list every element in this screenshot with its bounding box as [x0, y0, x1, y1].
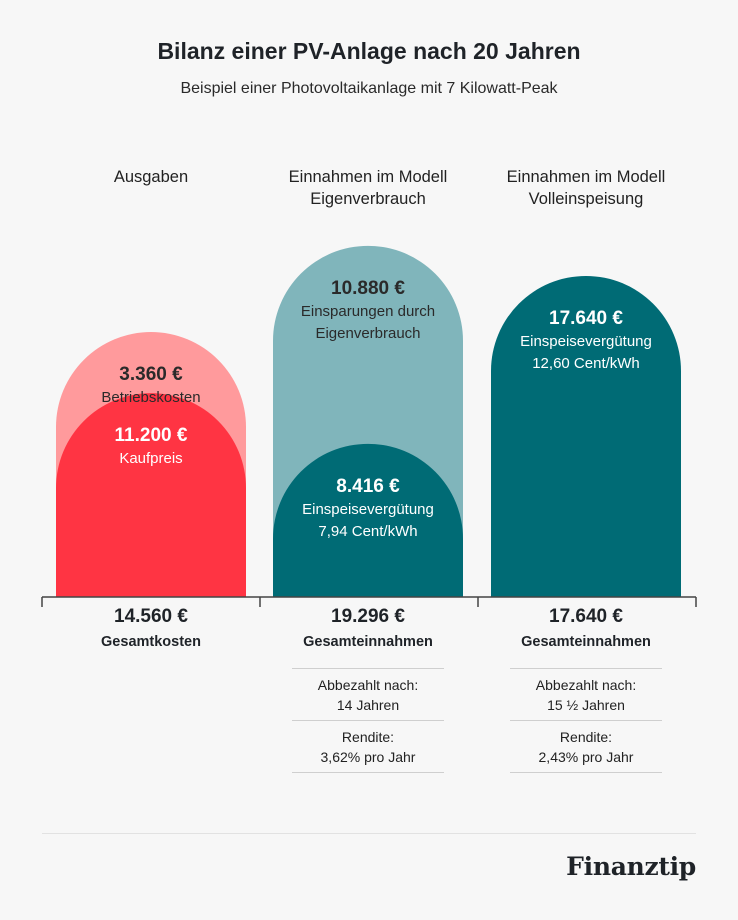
column-heading-eigenverbrauch: Einnahmen im Modell Eigenverbrauch	[288, 168, 448, 208]
finanztip-logo: Finanztip	[566, 852, 696, 881]
column-heading-volleinspeisung: Einnahmen im Modell Volleinspeisung	[506, 168, 666, 208]
footer-divider	[42, 833, 696, 834]
stat-return: Rendite: 3,62% pro Jahr	[292, 720, 444, 773]
data-label: 11.200 €	[114, 425, 188, 447]
stat-payback: Abbezahlt nach: 14 Jahren	[292, 668, 444, 720]
segment-label: 12,60 Cent/kWh	[532, 354, 640, 372]
stat-return: Rendite: 2,43% pro Jahr	[510, 720, 662, 773]
total-amount: 14.560 €	[114, 606, 188, 627]
total-amount: 19.296 €	[331, 606, 405, 627]
total-label: Gesamteinnahmen	[521, 634, 651, 650]
data-label: 17.640 €	[549, 307, 623, 329]
chart-subtitle: Beispiel einer Photovoltaikanlage mit 7 Kilowatt-Peak	[180, 80, 558, 97]
bar-segment	[56, 393, 246, 597]
stat-payback: Abbezahlt nach: 15 ½ Jahren	[510, 668, 662, 720]
data-label: 3.360 €	[119, 364, 183, 386]
total-label: Gesamteinnahmen	[303, 634, 433, 650]
total-amount: 17.640 €	[549, 606, 623, 627]
total-ausgaben	[51, 606, 251, 650]
segment-label: Eigenverbrauch	[315, 324, 421, 342]
total-eigenverbrauch	[268, 606, 468, 650]
segment-label: Kaufpreis	[119, 450, 183, 468]
data-label: 8.416 €	[336, 475, 400, 497]
column-heading-ausgaben: Ausgaben	[113, 168, 189, 186]
data-label: 10.880 €	[331, 277, 405, 299]
total-volleinspeisung	[486, 606, 686, 650]
stats-volleinspeisung	[510, 668, 662, 773]
segment-label: Einspeisevergütung	[302, 500, 434, 518]
segment-label: Betriebskosten	[101, 389, 201, 407]
segment-label: Einsparungen durch	[300, 302, 436, 320]
stats-eigenverbrauch	[292, 668, 444, 773]
chart-title: Bilanz einer PV-Anlage nach 20 Jahren	[157, 38, 581, 64]
total-label: Gesamtkosten	[101, 634, 201, 650]
segment-label: Einspeisevergütung	[520, 332, 652, 350]
segment-label: 7,94 Cent/kWh	[318, 522, 418, 540]
